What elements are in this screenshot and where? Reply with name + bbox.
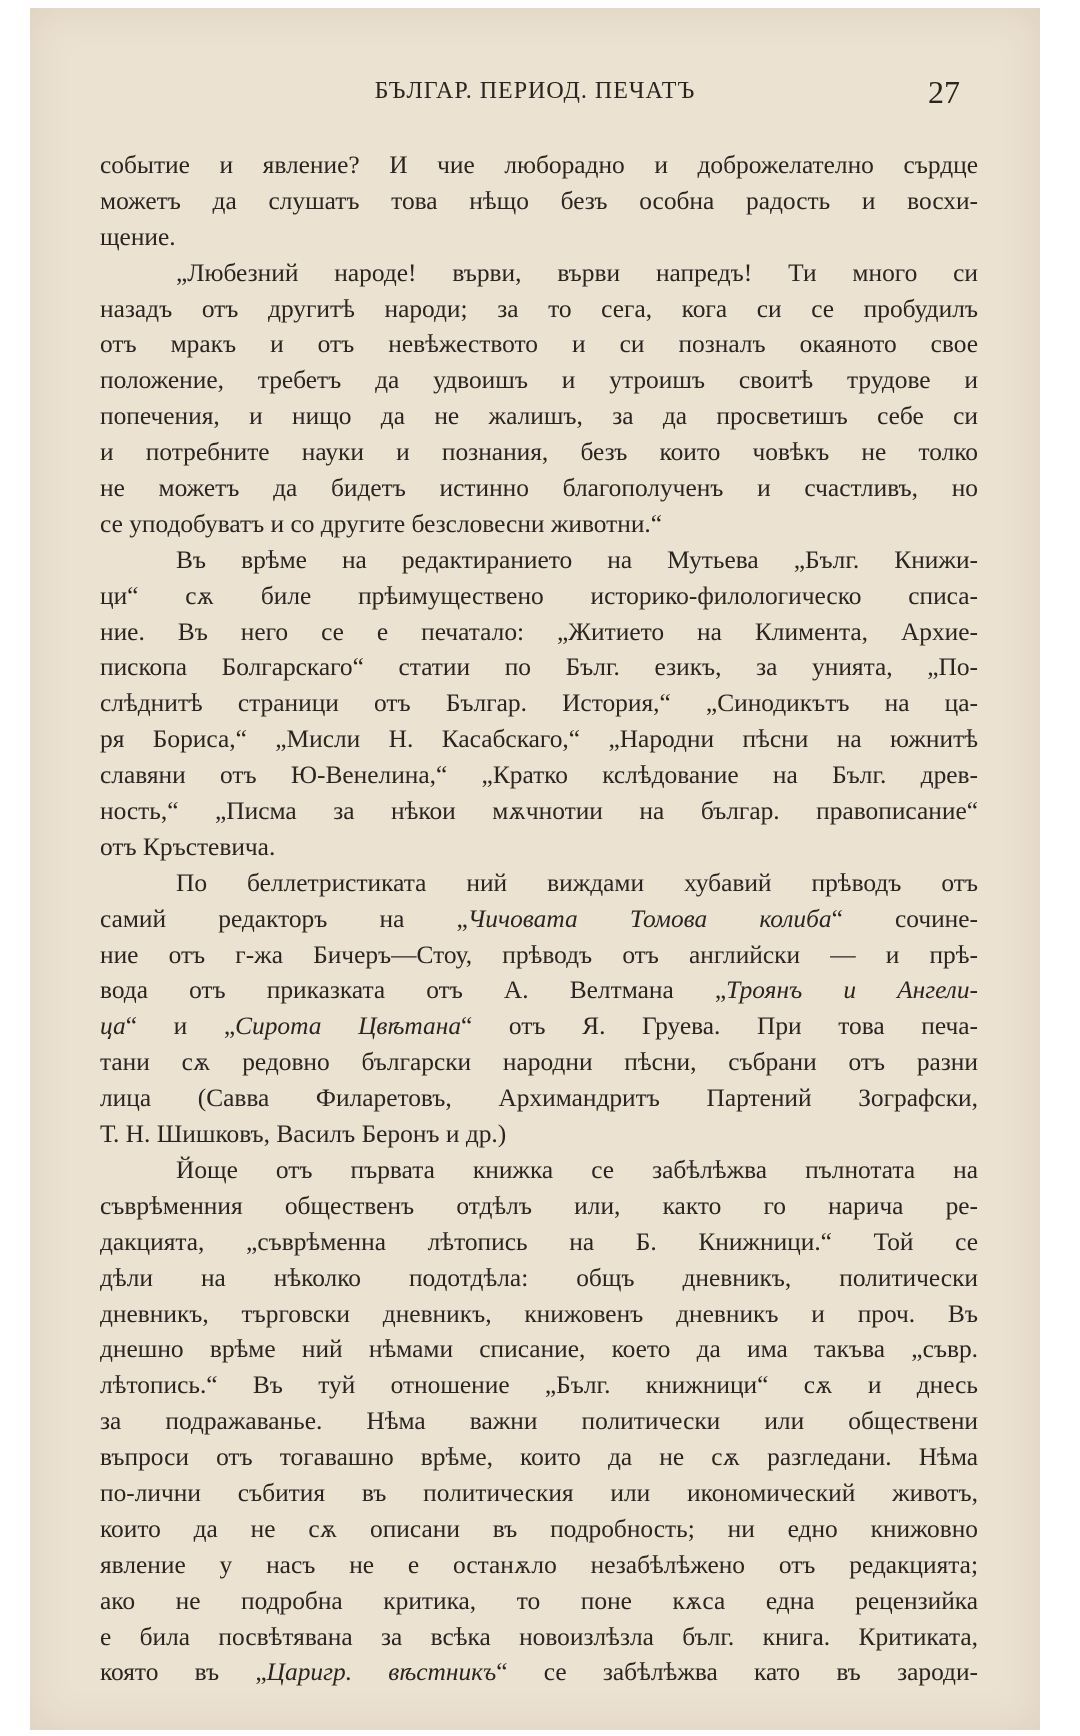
text-line: ци“ сѫ биле прѣимуществено историко-филологическо списа- [100,581,978,610]
text-line: Йоще отъ първата книжка се забѣлѣжва пълнотата на [176,1155,978,1184]
text-line: ность,“ „Писма за нѣкои мѫчнотии на българ. правописание“ [100,797,978,826]
body-text [100,148,978,1691]
text-line: самий редакторъ на „Чичовата Томова колиба“ сочине- [100,904,978,933]
text-line: можетъ да слушатъ това нѣщо безъ особна радость и восхи- [100,186,978,215]
page-number: 27 [928,74,960,110]
text-line: отъ мракъ и отъ невѣжеството и си позналъ окаяното свое [100,330,978,359]
text-line: ние отъ г-жа Бичеръ—Стоу, прѣводъ отъ английски — и прѣ- [100,940,978,969]
text-line: „Любезний народе! върви, върви напредъ! Ти много си [176,258,978,287]
text-line: тани сѫ редовно български народни пѣсни, събрани отъ разни [100,1048,978,1077]
text-line: съврѣменния общественъ отдѣлъ или, както го нарича ре- [100,1191,978,1220]
text-line: назадъ отъ другитѣ народи; за то сега, кога си се пробудилъ [100,294,978,323]
text-line: положение, требетъ да удвоишъ и утроишъ своитѣ трудове и [100,366,978,395]
text-line: Въ врѣме на редактиранието на Мутьева „Бълг. Книжи- [176,545,978,574]
book-page [30,8,1040,1730]
text-line: не можетъ да бидетъ истинно благополученъ и счастливъ, но [100,474,978,503]
text-line: по-лични събития въ политическия или икономический животъ, [100,1478,978,1507]
text-line: ние. Въ него се е печатало: „Житието на Климента, Архие- [100,617,978,646]
text-line: лица (Савва Филаретовъ, Архимандритъ Партений Зографски, [100,1084,978,1113]
text-line: Т. Н. Шишковъ, Василъ Беронъ и др.) [100,1120,507,1149]
text-line: които да не сѫ описани въ подробность; ни едно книжовно [100,1514,978,1543]
text-line: вода отъ приказката отъ А. Велтмана „Троянъ и Ангели- [100,976,978,1005]
text-line: дѣли на нѣколко подотдѣла: общъ дневникъ, политически [100,1263,978,1292]
italic-title: Царигр. вѣстникъ [266,1658,497,1687]
text-line: слѣднитѣ страници отъ Българ. История,“ „Синодикътъ на ца- [100,689,978,718]
text-line: щение. [100,222,176,251]
text-line: славяни отъ Ю-Венелина,“ „Кратко кслѣдование на Бълг. древ- [100,761,978,790]
running-title: БЪЛГАР. ПЕРИОД. ПЕЧАТЪ [374,78,696,104]
text-line: ря Бориса,“ „Мисли Н. Касабскаго,“ „Народни пѣсни на южнитѣ [100,725,978,754]
text-line: дакцията, „съврѣменна лѣтопись на Б. Книжници.“ Той се [100,1227,978,1256]
text-line: е била посвѣтявана за всѣка новоизлѣзла бълг. книга. Критиката, [100,1622,978,1651]
text-line: пископа Болгарскаго“ статии по Бълг. езикъ, за унията, „По- [100,653,978,682]
text-line: попечения, и нищо да не жалишъ, за да просветишъ себе си [100,402,978,431]
text-line: явление у насъ не е останѫло незабѣлѣжено отъ редакцията; [100,1550,978,1579]
text-line: се уподобуватъ и со другите безсловесни животни.“ [100,509,663,538]
italic-title: Чичовата Томова колиба [467,904,832,933]
text-line: отъ Кръстевича. [100,832,276,861]
text-line: въпроси отъ тогавашно врѣме, които да не сѫ разгледани. Нѣма [100,1443,978,1472]
text-line: за подражаванье. Нѣма важни политически или обществени [100,1407,978,1436]
page-header [30,74,1040,118]
text-line: По беллетристиката ний виждами хубавий прѣводъ отъ [176,868,978,897]
text-line: днешно врѣме ний нѣмами списание, което да има такъва „съвр. [100,1335,978,1364]
text-line: и потребните науки и познания, безъ които човѣкъ не толко [100,438,978,467]
text-line: дневникъ, търговски дневникъ, книжовенъ дневникъ и проч. Въ [100,1299,978,1328]
italic-title: Сирота Цвѣтана [235,1012,462,1041]
text-line: ца“ и „Сирота Цвѣтана“ отъ Я. Груева. При това печа- [100,1012,978,1041]
text-line: лѣтопись.“ Въ туй отношение „Бълг. книжници“ сѫ и днесь [100,1371,978,1400]
italic-title: ца [100,1012,126,1041]
italic-title: Троянъ и Ангели- [726,976,978,1005]
text-line: событие и явление? И чие люборадно и доброжелателно сърдце [100,151,978,179]
text-line: ако не подробна критика, то поне кѫса една рецензийка [100,1586,978,1615]
text-line: която въ „Царигр. вѣстникъ“ се забѣлѣжва като въ зароди- [100,1658,978,1687]
